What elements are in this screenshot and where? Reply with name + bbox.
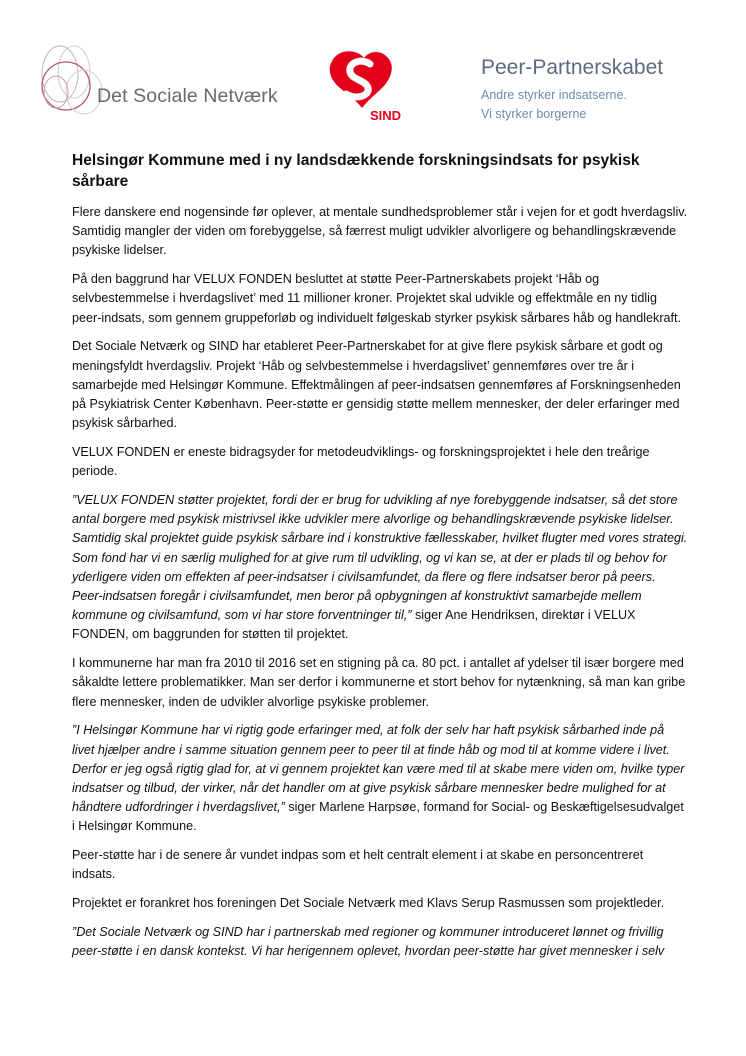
- dsn-logo-text: Det Sociale Netværk: [97, 85, 278, 107]
- body-paragraph: Projektet er forankret hos foreningen Det Sociale Netværk med Klavs Serup Rasmussen som projektleder.: [72, 896, 665, 911]
- sind-logo-text: SIND: [370, 108, 402, 122]
- body-paragraph: I kommunerne har man fra 2010 til 2016 set en stigning på ca. 80 pct. i antallet af ydelser til især borgere med såkaldte lettere problematikker. Man ser derfor i kommunerne et stort behov for nytænkning, så man kan gribe flere mennesker, inden de udvikler alvorlige psykiske problemer.: [72, 656, 686, 709]
- body-paragraph: Flere danskere end nogensinde før oplever, at mentale sundhedsproblemer står i vejen for et godt hverdagsliv. Samtidig mangler der viden om forebyggelse, så færrest muligt udvikler alvorligere og behandlingskrævende psykiske lidelser.: [72, 205, 688, 258]
- brand-block: [481, 56, 721, 124]
- quote-text: ”VELUX FONDEN støtter projektet, fordi der er brug for udvikling af nye forebyggende indsatser, så det store antal borgere med psykisk mistrivsel ikke udvikler mere alvorlige og behandlingskrævende psykiske lidelser. Samtidig skal projektet guide psykisk sårbare ind i konstruktive fællesskaber, hvilket flugter med vores strategi. Som fond har vi en særlig mulighed for at give rum til udvikling, og vi kan se, at der er plads til og behov for yderligere viden om effekten af peer-indsatser i civilsamfundet, da flere og flere indsatser beror på peers. Peer-indsatsen foregår i civilsamfundet, men beror på opbygningen af konstruktivt samarbejde mellem kommune og civilsamfund, som vi har store forventninger til,”: [72, 493, 688, 623]
- brand-tagline-line-2: Vi styrker borgerne: [481, 107, 587, 121]
- quote-attribution: siger Marlene Harpsøe, formand for Social- og Beskæftigelsesudvalget i Helsingør Kommune.: [72, 800, 684, 834]
- brand-title: Peer-Partnerskabet: [481, 56, 664, 79]
- body-paragraph: Det Sociale Netværk og SIND har etableret Peer-Partnerskabet for at give flere psykisk sårbare et godt og meningsfyldt hverdagsliv. Projekt ‘Håb og selvbestemmelse i hverdagslivet’ gennemføres over tre år i samarbejde med Helsingør Kommune. Effektmålingen af peer-indsatsen gennemføres af Forskningsenheden på Psykiatrisk Center København. Peer-støtte er gensidig støtte mellem mennesker, der deler erfaringer med psykisk sårbarhed.: [72, 339, 681, 431]
- quote-text: ”Det Sociale Netværk og SIND har i partnerskab med regioner og kommuner introduceret lønnet og frivillig peer-støtte i en dansk kontekst. Vi har herigennem oplevet, hvordan peer-støtte har givet mennesker i selv: [72, 925, 665, 959]
- page-header: [0, 0, 746, 135]
- heart-s-icon: [322, 50, 408, 122]
- quote-text: ”I Helsingør Kommune har vi rigtig gode erfaringer med, at folk der selv har haft psykisk sårbarhed inde på livet hjælper andre i samme situation gennem peer to peer til at finde håb og mod til at komme videre i livet. Derfor er jeg også rigtig glad for, at vi gennem projektet kan være med til at skabe mere viden om, hvilke typer indsatser og tilbud, der virker, når det handler om at give psykisk sårbare mennesker bedre mulighed for at håndtere udfordringer i hverdagslivet,”: [72, 723, 685, 815]
- body-paragraph: Peer-støtte har i de senere år vundet indpas som et helt centralt element i at skabe en personcentreret indsats.: [72, 848, 644, 882]
- article-body: [72, 150, 688, 971]
- quote-paragraph: [72, 721, 688, 836]
- sind-logo: [322, 50, 408, 122]
- det-sociale-netvaerk-logo: [38, 42, 298, 122]
- body-paragraph: VELUX FONDEN er eneste bidragsyder for metodeudviklings- og forskningsprojektet i hele den treårige periode.: [72, 445, 650, 479]
- rings-icon: [38, 42, 128, 122]
- brand-tagline-line-1: Andre styrker indsatserne.: [481, 88, 627, 102]
- quote-paragraph: [72, 491, 688, 645]
- quote-paragraph: [72, 923, 688, 961]
- article-title: Helsingør Kommune med i ny landsdækkende forskningsindsats for psykisk sårbare: [72, 152, 640, 190]
- quote-attribution: siger Ane Hendriksen, direktør i VELUX FONDEN, om baggrunden for støtten til projektet.: [72, 608, 636, 642]
- article-paragraphs: [72, 203, 688, 961]
- body-paragraph: På den baggrund har VELUX FONDEN besluttet at støtte Peer-Partnerskabets projekt ‘Håb og selvbestemmelse i hverdagslivet’ med 11 millioner kroner. Projektet skal udvikle og effektmåle en ny tidlig peer-indsats, som gennem gruppeforløb og individuelt følgeskab styrker psykisk sårbares håb og handlekraft.: [72, 272, 682, 325]
